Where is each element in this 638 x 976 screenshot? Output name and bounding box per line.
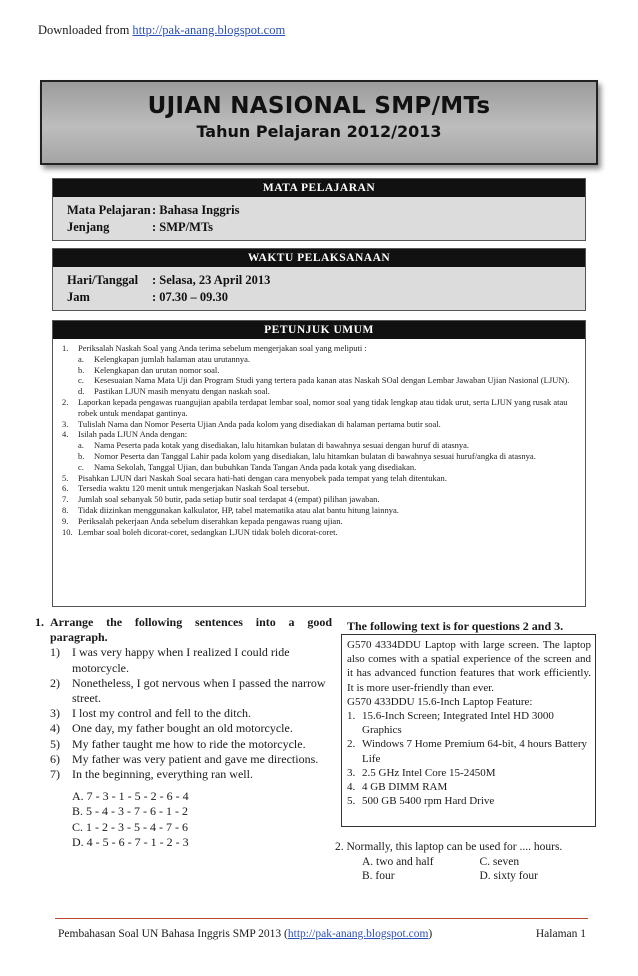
sentence-text: I lost my control and fell to the ditch.	[72, 706, 251, 721]
feature-text: 2.5 GHz Intel Core 15-2450M	[362, 766, 496, 779]
sentence-number: 2)	[50, 675, 60, 690]
question-stem: 2. Normally, this laptop can be used for .... hours.	[335, 841, 563, 853]
instruction-number: a.	[78, 440, 84, 451]
info-row	[67, 219, 585, 236]
instruction-number: 10.	[62, 526, 73, 537]
instruction-number: 3.	[62, 418, 69, 429]
instruction-text: Kesesuaian Nama Mata Uji dan Program Studi yang tertera pada kanan atas Naskah SOal dengan Lembar Jawaban Ujian Nasional (LJUN).	[94, 375, 570, 386]
feature-text: Windows 7 Home Premium 64-bit, 4 hours Battery Life	[362, 738, 588, 765]
answer-option-b: B. 5 - 4 - 3 - 7 - 6 - 1 - 2	[72, 804, 188, 819]
info-label: Mata Pelajaran	[67, 203, 151, 217]
petunjuk-umum-box	[52, 320, 586, 607]
info-label: Hari/Tanggal	[67, 273, 139, 287]
feature-number: 5.	[347, 795, 356, 808]
answer-option-c: C. seven	[479, 855, 520, 868]
sentence-text: I was very happy when I realized I could ride motorcycle.	[72, 645, 290, 675]
instruction-subitem	[62, 386, 577, 397]
answer-options-row	[335, 855, 597, 870]
sentence-number: 4)	[50, 721, 60, 736]
footer-divider	[55, 918, 588, 919]
question-1	[35, 615, 332, 850]
mata-pelajaran-heading: MATA PELAJARAN	[53, 179, 585, 197]
instruction-subitem	[62, 462, 577, 473]
answer-option-a: A. two and half	[362, 855, 434, 868]
instruction-item	[62, 397, 577, 419]
sentence-number: 5)	[50, 736, 60, 751]
instruction-number: b.	[78, 364, 85, 375]
reading-text-box	[341, 634, 596, 827]
sentence-item	[50, 752, 332, 767]
sentence-item	[50, 737, 332, 752]
page-number: Halaman 1	[535, 928, 586, 940]
feature-item	[347, 709, 591, 737]
info-label: Jenjang	[67, 220, 110, 234]
mata-pelajaran-box	[52, 178, 586, 241]
instruction-text: Laporkan kepada pengawas ruangujian apabila terdapat lembar soal, nomor soal yang tidak lengkap atau tidak urut, serta LJUN yang rusak atau robek untuk mendapat gantinya.	[78, 396, 568, 418]
instruction-number: 2.	[62, 396, 69, 407]
answer-option-b: B. four	[362, 870, 395, 882]
instruction-item	[62, 527, 577, 538]
instruction-item	[62, 505, 577, 516]
question-number: 1.	[35, 615, 44, 629]
instruction-text: Tersedia waktu 120 menit untuk mengerjakan Naskah Soal tersebut.	[78, 483, 310, 494]
text-intro: The following text is for questions 2 and 3.	[347, 619, 564, 633]
instruction-item	[62, 429, 577, 440]
sentence-text: My father was very patient and gave me directions.	[72, 751, 319, 766]
instruction-text: Tidak diizinkan menggunakan kalkulator, HP, tabel matematika atau alat bantu hitung lainnya.	[78, 504, 399, 515]
sentence-number: 1)	[50, 645, 60, 660]
instruction-subitem	[62, 365, 577, 376]
sentence-item	[50, 676, 332, 706]
footer-suffix: )	[428, 928, 433, 940]
instruction-item	[62, 419, 577, 430]
info-row	[67, 202, 585, 219]
instruction-number: d.	[78, 386, 85, 397]
instruction-item	[62, 516, 577, 527]
sentence-item	[50, 645, 332, 675]
waktu-pelaksanaan-heading: WAKTU PELAKSANAAN	[53, 249, 585, 267]
instruction-subitem	[62, 375, 577, 386]
info-row	[67, 289, 585, 306]
answer-option-d: D. sixty four	[479, 870, 538, 882]
instruction-number: b.	[78, 450, 85, 461]
instruction-text: Nama Sekolah, Tanggal Ujian, dan bubuhkan Tanda Tangan Anda pada kotak yang disediakan.	[94, 461, 417, 472]
answer-options	[50, 789, 332, 850]
instruction-number: 5.	[62, 472, 69, 483]
instruction-text: Lembar soal boleh dicorat-coret, sedangkan LJUN tidak boleh dicorat-coret.	[78, 526, 338, 537]
sentence-number: 3)	[50, 706, 60, 721]
instruction-text: Tulislah Nama dan Nomor Peserta Ujian Anda pada kolom yang disediakan di halaman pertama butir soal.	[78, 418, 441, 429]
instruction-text: Pastikan LJUN masih menyatu dengan naskah soal.	[94, 386, 270, 397]
answer-options-row	[335, 869, 597, 884]
sentence-text: My father taught me how to ride the motorcycle.	[72, 736, 306, 751]
instruction-item	[62, 483, 577, 494]
feature-number: 4.	[347, 781, 356, 794]
instruction-subitem	[62, 451, 577, 462]
footer-prefix: Pembahasan Soal UN Bahasa Inggris SMP 2013 (	[58, 928, 288, 940]
exam-header	[40, 80, 598, 165]
instruction-number: a.	[78, 353, 84, 364]
instruction-text: Kelengkapan dan urutan nomor soal.	[94, 364, 220, 375]
info-value: : SMP/MTs	[152, 220, 213, 234]
info-value: : Selasa, 23 April 2013	[152, 273, 271, 287]
footer-link[interactable]: http://pak-anang.blogspot.com	[287, 928, 429, 940]
feature-item	[347, 737, 591, 765]
footer-source	[58, 928, 432, 940]
exam-title: UJIAN NASIONAL SMP/MTs	[147, 93, 491, 119]
question-stem: Arrange the following sentences into a good paragraph.	[50, 615, 332, 645]
info-row	[67, 272, 585, 289]
feature-item	[347, 766, 591, 780]
features-title: G570 433DDU 15.6-Inch Laptop Feature:	[347, 695, 533, 708]
petunjuk-umum-heading: PETUNJUK UMUM	[53, 321, 585, 339]
sentence-item	[50, 767, 332, 782]
download-link[interactable]: http://pak-anang.blogspot.com	[132, 23, 286, 37]
question-2	[335, 840, 597, 884]
answer-option-d: D. 4 - 5 - 6 - 7 - 1 - 2 - 3	[72, 834, 189, 849]
instruction-number: c.	[78, 461, 84, 472]
instruction-text: Kelengkapan jumlah halaman atau urutannya.	[94, 353, 251, 364]
instruction-subitem	[62, 440, 577, 451]
petunjuk-list	[53, 339, 585, 537]
sentence-item	[50, 721, 332, 736]
info-label: Jam	[67, 290, 90, 304]
answer-option-a: A. 7 - 3 - 1 - 5 - 2 - 6 - 4	[72, 789, 189, 804]
instruction-text: Pisahkan LJUN dari Naskah Soal secara hati-hati dengan cara menyobek pada tempat yang telah ditentukan.	[78, 472, 447, 483]
answer-option-c: C. 1 - 2 - 3 - 5 - 4 - 7 - 6	[72, 819, 188, 834]
instruction-number: 8.	[62, 504, 69, 515]
feature-item	[347, 794, 591, 808]
instruction-number: c.	[78, 375, 84, 386]
sentence-text: One day, my father bought an old motorcycle.	[72, 721, 293, 736]
feature-number: 2.	[347, 738, 356, 751]
instruction-item	[62, 343, 577, 354]
download-note	[38, 23, 285, 38]
info-value: : 07.30 – 09.30	[152, 290, 229, 304]
sentence-item	[50, 706, 332, 721]
instruction-subitem	[62, 354, 577, 365]
feature-text: 4 GB DIMM RAM	[362, 781, 448, 794]
sentence-text: Nonetheless, I got nervous when I passed the narrow street.	[72, 675, 326, 706]
instruction-number: 4.	[62, 429, 69, 440]
feature-text: 500 GB 5400 rpm Hard Drive	[362, 795, 495, 808]
reading-paragraph: G570 4334DDU Laptop with large screen. The laptop also comes with a spatial experience of the screen and it has advanced function features that work efficiently. It is more user-friendly than ever.	[347, 639, 591, 694]
instruction-number: 9.	[62, 515, 69, 526]
instruction-number: 6.	[62, 483, 69, 494]
sentence-number: 7)	[50, 767, 60, 782]
instruction-text: Isilah pada LJUN Anda dengan:	[78, 429, 188, 440]
instruction-number: 1.	[62, 343, 69, 353]
waktu-pelaksanaan-box	[52, 248, 586, 311]
feature-number: 3.	[347, 766, 356, 779]
info-value: : Bahasa Inggris	[152, 203, 240, 217]
instruction-text: Periksalah Naskah Soal yang Anda terima sebelum mengerjakan soal yang meliputi :	[78, 343, 367, 353]
instruction-item	[62, 494, 577, 505]
sentence-text: In the beginning, everything ran well.	[72, 767, 253, 782]
feature-text: 15.6-Inch Screen; Integrated Intel HD 3000 Graphics	[362, 710, 554, 737]
feature-item	[347, 780, 591, 794]
instruction-text: Jumlah soal sebanyak 50 butir, pada setiap butir soal terdapat 4 (empat) pilihan jawaban.	[78, 494, 380, 505]
sentence-number: 6)	[50, 751, 60, 766]
exam-subtitle: Tahun Pelajaran 2012/2013	[196, 122, 442, 141]
instruction-text: Nama Peserta pada kotak yang disediakan, lalu hitamkan bulatan di bawahnya sesuai dengan huruf di atasnya.	[94, 440, 470, 451]
instruction-item	[62, 473, 577, 484]
instruction-number: 7.	[62, 494, 69, 505]
download-note-prefix: Downloaded from	[38, 23, 133, 37]
instruction-text: Periksalah pekerjaan Anda sebelum diserahkan kepada pengawas ruang ujian.	[78, 515, 343, 526]
feature-number: 1.	[347, 710, 356, 723]
instruction-text: Nomor Peserta dan Tanggal Lahir pada kolom yang disediakan, lalu hitamkan bulatan di bawahnya sesuai huruf/angka di atasnya.	[94, 450, 536, 461]
